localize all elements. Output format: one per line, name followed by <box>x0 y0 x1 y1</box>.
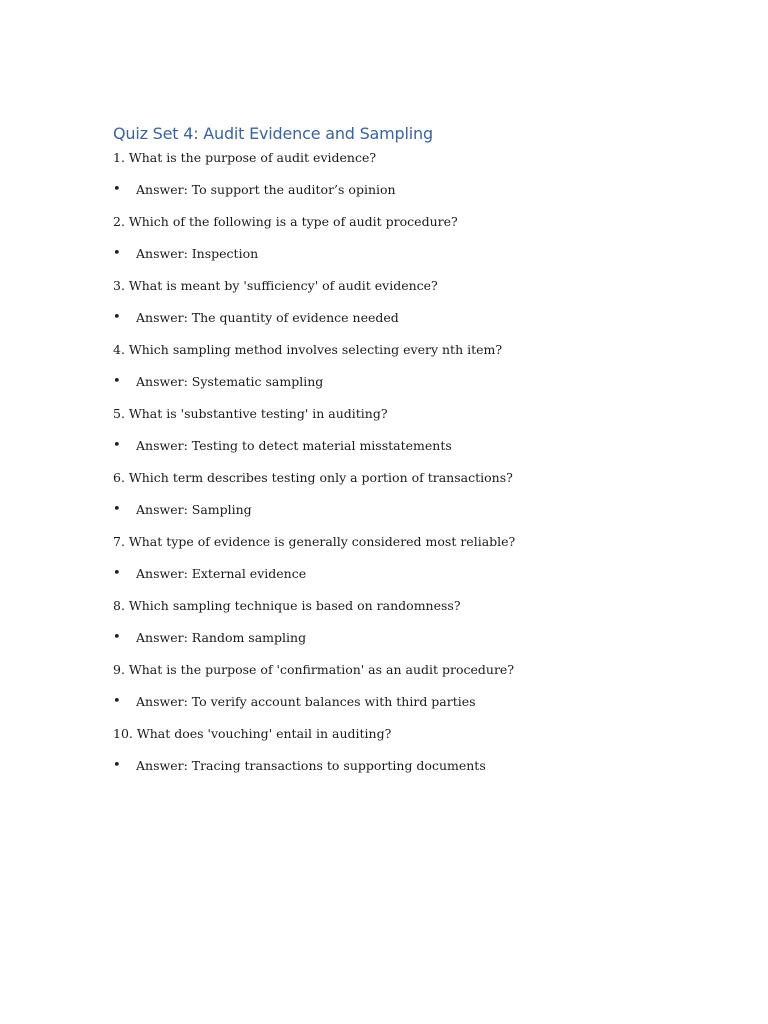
bullet-icon: • <box>113 758 121 773</box>
question-text: 8. Which sampling technique is based on randomness? <box>113 598 461 613</box>
answer-text: Answer: Tracing transactions to supporting documents <box>136 758 486 773</box>
question-text: 4. Which sampling method involves selecting every nth item? <box>113 342 503 357</box>
question-text: 9. What is the purpose of 'confirmation' as an audit procedure? <box>113 662 515 677</box>
page-title: Quiz Set 4: Audit Evidence and Sampling <box>113 124 433 143</box>
question-text: 7. What type of evidence is generally considered most reliable? <box>113 534 516 549</box>
qa-item <box>113 726 713 790</box>
bullet-icon: • <box>113 502 121 517</box>
answer-text: Answer: Sampling <box>136 502 252 517</box>
qa-item <box>113 342 713 406</box>
bullet-icon: • <box>113 246 121 261</box>
bullet-icon: • <box>113 438 121 453</box>
qa-item <box>113 278 713 342</box>
bullet-icon: • <box>113 630 121 645</box>
qa-item <box>113 214 713 278</box>
bullet-icon: • <box>113 566 121 581</box>
question-text: 6. Which term describes testing only a portion of transactions? <box>113 470 513 485</box>
question-text: 10. What does 'vouching' entail in auditing? <box>113 726 392 741</box>
bullet-icon: • <box>113 182 121 197</box>
answer-text: Answer: Systematic sampling <box>136 374 324 389</box>
qa-item <box>113 150 713 214</box>
bullet-icon: • <box>113 694 121 709</box>
answer-text: Answer: External evidence <box>136 566 307 581</box>
question-text: 2. Which of the following is a type of audit procedure? <box>113 214 458 229</box>
bullet-icon: • <box>113 310 121 325</box>
qa-list <box>113 150 713 790</box>
question-text: 3. What is meant by 'sufficiency' of audit evidence? <box>113 278 438 293</box>
question-text: 1. What is the purpose of audit evidence? <box>113 150 377 165</box>
answer-text: Answer: To support the auditor’s opinion <box>136 182 396 197</box>
answer-text: Answer: To verify account balances with third parties <box>136 694 476 709</box>
answer-text: Answer: The quantity of evidence needed <box>136 310 399 325</box>
answer-text: Answer: Testing to detect material misstatements <box>136 438 452 453</box>
qa-item <box>113 534 713 598</box>
qa-item <box>113 406 713 470</box>
answer-text: Answer: Inspection <box>136 246 259 261</box>
bullet-icon: • <box>113 374 121 389</box>
qa-item <box>113 598 713 662</box>
answer-text: Answer: Random sampling <box>136 630 307 645</box>
question-text: 5. What is 'substantive testing' in auditing? <box>113 406 388 421</box>
qa-item <box>113 662 713 726</box>
qa-item <box>113 470 713 534</box>
